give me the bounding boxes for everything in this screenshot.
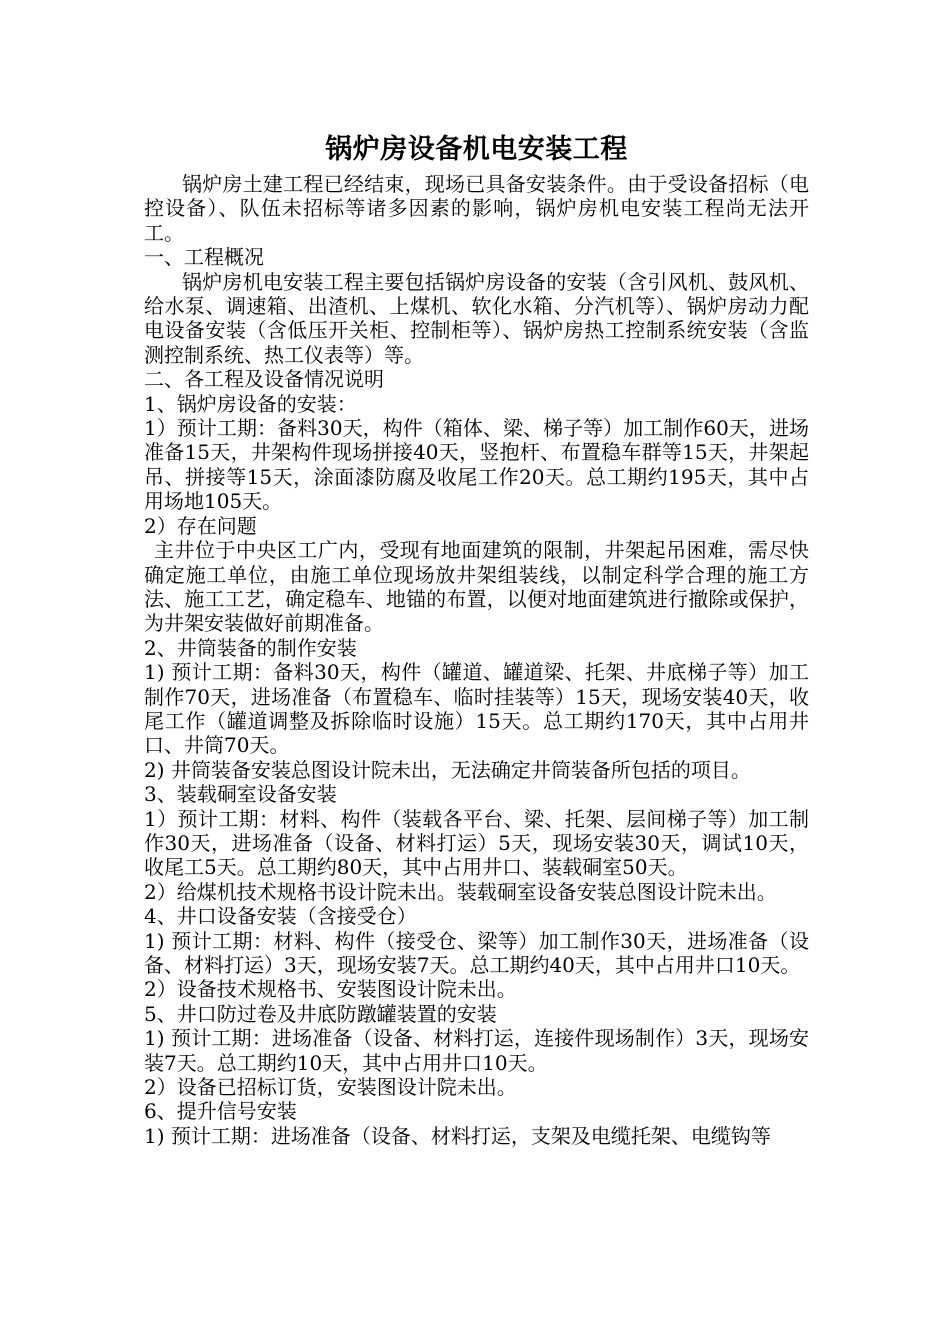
paragraph: 2）存在问题 [144,513,257,538]
paragraph: 1) 预计工期：备料30天，构件（罐道、罐道梁、托架、井底梯子等）加工制作70天，进场准备（布置稳车、临时挂装等）15天，现场安装40天，收尾工作（罐道调整及拆除临时设施）15天。总工期约170天，其中占用井口、井筒70天。 [144,660,809,758]
paragraph: 1) 预计工期：材料、构件（接受仓、梁等）加工制作30天，进场准备（设备、材料打运）3天，现场安装7天。总工期约40天，其中占用井口10天。 [144,928,809,977]
paragraph: 1、锅炉房设备的安装： [144,391,357,416]
paragraph: 一、工程概况 [144,245,264,270]
paragraph: 2）设备已招标订货，安装图设计院未出。 [144,1075,517,1100]
paragraph: 2）给煤机技术规格书设计院未出。装载硐室设备安装总图设计院未出。 [144,879,777,904]
paragraph: 1) 预计工期：进场准备（设备、材料打运，支架及电缆托架、电缆钩等 [144,1123,771,1148]
paragraph: 4、井口设备安装（含接受仓） [144,904,417,929]
document-title: 锅炉房设备机电安装工程 [325,134,628,165]
paragraph: 1) 预计工期：进场准备（设备、材料打运，连接件现场制作）3天，现场安装7天。总工期约10天，其中占用井口10天。 [144,1026,809,1075]
paragraph: 锅炉房机电安装工程主要包括锅炉房设备的安装（含引风机、鼓风机、给水泵、调速箱、出渣机、上煤机、软化水箱、分汽机等）、锅炉房动力配电设备安装（含低压开关柜、控制柜等）、锅炉房热工控制系统安装（含监测控制系统、热工仪表等）等。 [144,269,809,367]
paragraph: 主井位于中央区工广内，受现有地面建筑的限制，井架起吊困难，需尽快确定施工单位，由施工单位现场放井架组装线，以制定科学合理的施工方法、施工工艺，确定稳车、地锚的布置，以便对地面建筑进行撤除或保护，为井架安装做好前期准备。 [144,538,809,636]
paragraph: 二、各工程及设备情况说明 [144,367,384,392]
paragraph: 2）设备技术规格书、安装图设计院未出。 [144,977,517,1002]
paragraph: 锅炉房土建工程已经结束，现场已具备安装条件。由于受设备招标（电控设备）、队伍未招标等诸多因素的影响，锅炉房机电安装工程尚无法开工。 [144,172,809,245]
document-body [144,172,809,1148]
paragraph: 2) 井筒装备安装总图设计院未出，无法确定井筒装备所包括的项目。 [144,757,751,782]
document-page [144,130,809,1148]
paragraph: 2、井筒装备的制作安装 [144,635,357,660]
paragraph: 1）预计工期：备料30天，构件（箱体、梁、梯子等）加工制作60天，进场准备15天，井架构件现场拼接40天，竖抱杆、布置稳车群等15天，井架起吊、拼接等15天，涂面漆防腐及收尾工作20天。总工期约195天，其中占用场地105天。 [144,416,809,514]
paragraph: 6、提升信号安装 [144,1099,297,1124]
paragraph: 3、装载硐室设备安装 [144,782,337,807]
paragraph: 5、井口防过卷及井底防蹾罐装置的安装 [144,1001,497,1026]
paragraph: 1）预计工期：材料、构件（装载各平台、梁、托架、层间梯子等）加工制作30天，进场准备（设备、材料打运）5天，现场安装30天，调试10天，收尾工5天。总工期约80天，其中占用井口、装载硐室50天。 [144,806,809,880]
